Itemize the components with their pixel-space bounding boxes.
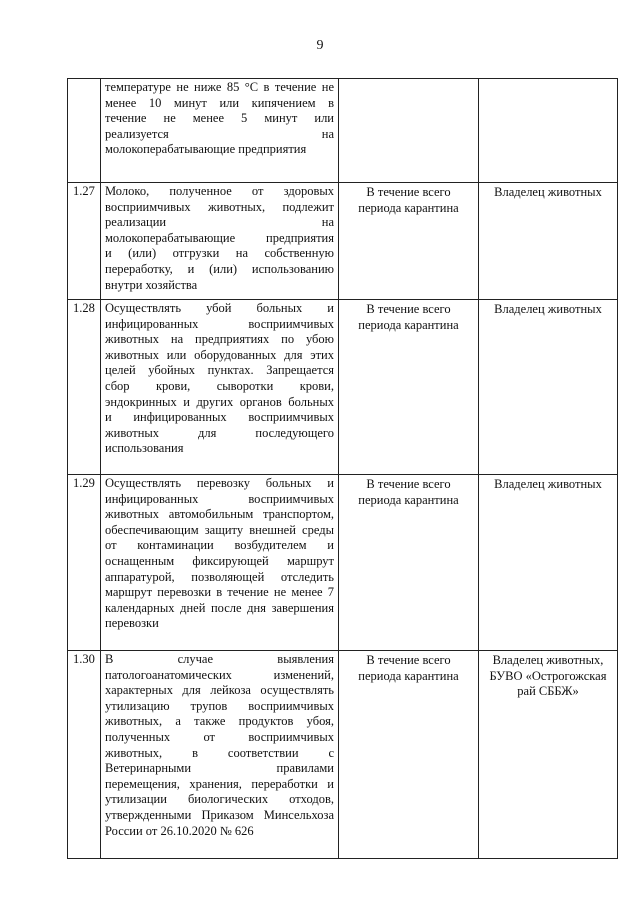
description-line: утвержденными Приказом Минсельхоза <box>105 807 334 822</box>
measure-description <box>101 475 339 651</box>
term-line: В течение всего <box>366 477 451 491</box>
description-line: маршрут перевозки в течение не менее 7 <box>105 585 334 600</box>
description-line: реализации на <box>105 215 334 230</box>
description-line: оснащенным фиксирующей маршрут <box>105 553 334 568</box>
row-number: 1.30 <box>68 651 101 859</box>
description-line: сбор крови, сыворотки крови, <box>105 378 334 393</box>
description-line: инфицированных восприимчивых <box>105 491 334 506</box>
description-line: Осуществлять убой больных и <box>105 301 334 315</box>
description-line: патологоанатомических изменений, <box>105 667 334 682</box>
description-line: восприимчивых животных, подлежит <box>105 199 334 214</box>
measure-description <box>101 183 339 300</box>
description-line: календарных дней после дня завершения <box>105 600 334 615</box>
term-line: периода карантина <box>358 668 459 683</box>
description-line: обеспечивающим защиту внешней среды <box>105 522 334 537</box>
measure-term <box>339 79 479 183</box>
term-line: В течение всего <box>366 185 451 199</box>
description-line: Ветеринарными правилами <box>105 761 334 776</box>
table-row <box>68 300 618 475</box>
responsible-line: Владелец животных, <box>492 653 604 667</box>
measure-responsible <box>479 183 618 300</box>
description-line: животных для последующего <box>105 425 334 440</box>
description-line: животных или оборудованных для этих <box>105 347 334 362</box>
table-row <box>68 183 618 300</box>
measure-term <box>339 183 479 300</box>
description-line: менее 10 минут или кипячением в <box>105 95 334 110</box>
term-line: периода карантина <box>358 317 459 332</box>
description-line: и (или) отгрузки на собственную <box>105 246 334 261</box>
description-line: утилизации биологических отходов, <box>105 792 334 807</box>
description-line: инфицированных восприимчивых <box>105 316 334 331</box>
measure-description <box>101 651 339 859</box>
term-line: В течение всего <box>366 653 451 667</box>
description-line: животных на предприятиях по убою <box>105 332 334 347</box>
description-line: Молоко, полученное от здоровых <box>105 184 334 198</box>
description-line: использования <box>105 441 184 456</box>
description-line: внутри хозяйства <box>105 277 198 292</box>
description-line: утилизацию трупов восприимчивых <box>105 698 334 713</box>
term-line: периода карантина <box>358 200 459 215</box>
responsible-line: рай СББЖ» <box>517 684 579 699</box>
term-line: В течение всего <box>366 302 451 316</box>
description-line: животных, а также продуктов убоя, <box>105 714 334 729</box>
responsible-line: БУВО «Острогожская <box>489 668 607 683</box>
description-line: животных, в соответствии с <box>105 745 334 760</box>
table-row <box>68 651 618 859</box>
description-line: России от 26.10.2020 № 626 <box>105 823 254 838</box>
row-number: 1.29 <box>68 475 101 651</box>
description-line: молокоперабатывающие предприятия <box>105 142 307 157</box>
row-number <box>68 79 101 183</box>
row-number: 1.27 <box>68 183 101 300</box>
measure-term <box>339 300 479 475</box>
description-line: полученных от восприимчивых <box>105 729 334 744</box>
description-line: от контаминации возбудителем и <box>105 538 334 553</box>
table-row <box>68 475 618 651</box>
table-row <box>68 79 618 183</box>
measure-responsible <box>479 79 618 183</box>
measure-term <box>339 475 479 651</box>
term-line: периода карантина <box>358 492 459 507</box>
description-line: В случае выявления <box>105 652 334 666</box>
description-line: перевозки <box>105 616 159 631</box>
measure-responsible <box>479 475 618 651</box>
description-line: Осуществлять перевозку больных и <box>105 476 334 490</box>
description-line: целей убойных пунктах. Запрещается <box>105 363 334 378</box>
row-number: 1.28 <box>68 300 101 475</box>
page-number: 9 <box>316 38 324 53</box>
responsible-line: Владелец животных <box>494 302 602 316</box>
measure-responsible <box>479 300 618 475</box>
description-line: аппаратурой, позволяющей отследить <box>105 569 334 584</box>
measure-description <box>101 300 339 475</box>
responsible-line: Владелец животных <box>494 477 602 491</box>
description-line: температуре не ниже 85 °С в течение не <box>105 80 334 94</box>
description-line: молокоперабатывающие предприятия <box>105 230 334 245</box>
description-line: животных автомобильным транспортом, <box>105 507 334 522</box>
measure-responsible <box>479 651 618 859</box>
description-line: переработку, и (или) использованию <box>105 261 334 276</box>
description-line: эндокринных и других органов больных <box>105 394 334 409</box>
description-line: и инфицированных восприимчивых <box>105 410 334 425</box>
description-line: характерных для лейкоза осуществлять <box>105 683 334 698</box>
measures-table <box>67 78 618 859</box>
responsible-line: Владелец животных <box>494 185 602 199</box>
description-line: перемещения, хранения, переработки и <box>105 776 334 791</box>
measure-description <box>101 79 339 183</box>
description-line: реализуется на <box>105 126 334 141</box>
description-line: течение не менее 5 минут или <box>105 111 334 126</box>
measure-term <box>339 651 479 859</box>
